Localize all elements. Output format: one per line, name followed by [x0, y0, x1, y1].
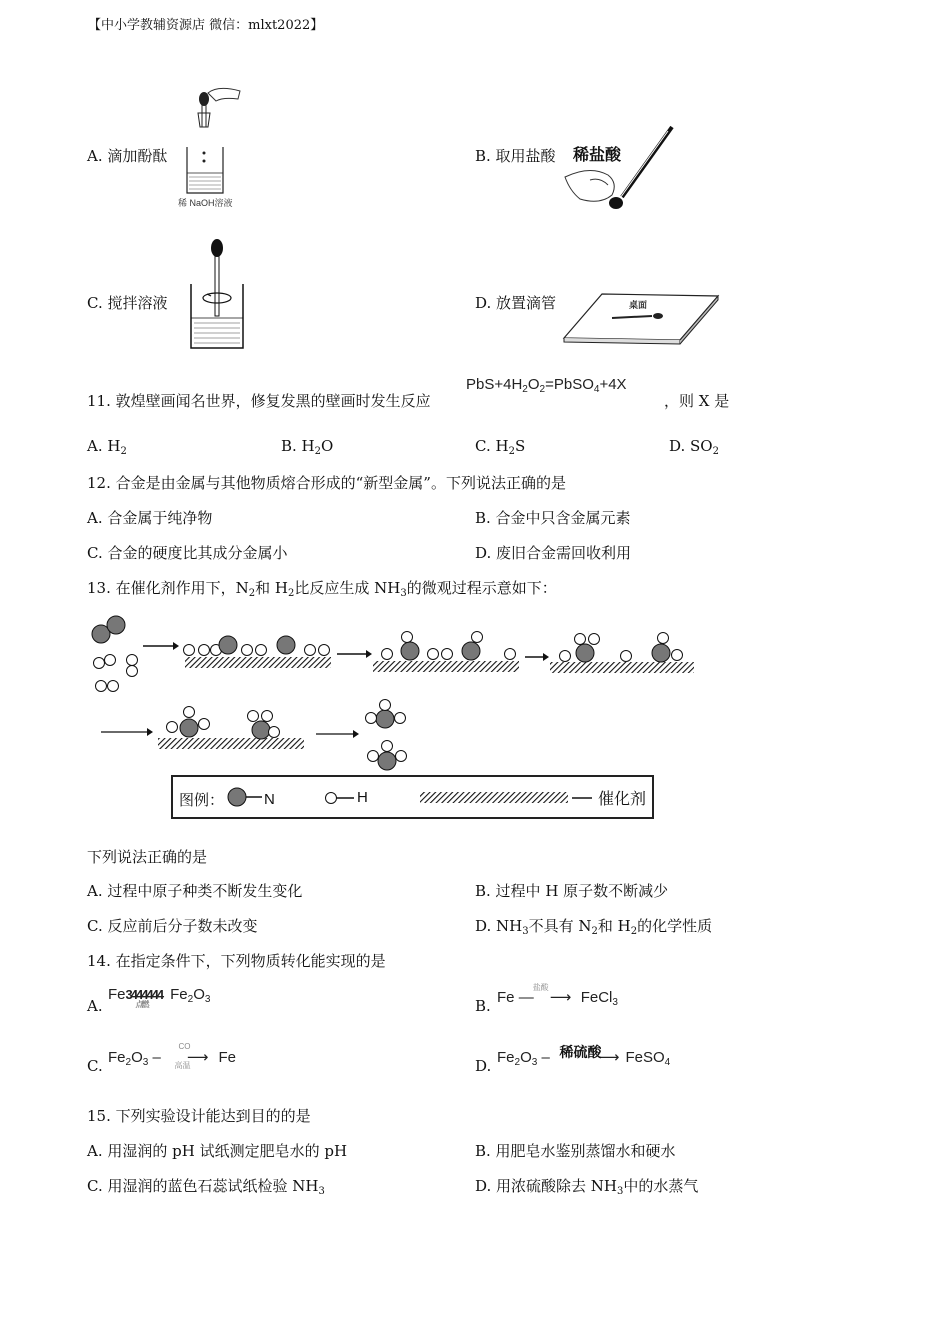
q11-option-c[interactable]: C. $H_2S$: [475, 437, 526, 457]
legend-h: H: [357, 789, 368, 806]
q12-option-c[interactable]: C. 合金的硬度比其成分金属小: [87, 544, 288, 562]
q13-option-b[interactable]: B. 过程中 H 原子数不断减少: [475, 882, 669, 900]
dropper-hand-illustration: [560, 125, 680, 215]
table-label: 桌面: [629, 300, 648, 310]
legend-label: 图例：: [179, 792, 225, 809]
q13-sub-stem: 下列说法正确的是: [87, 848, 208, 866]
q14-option-c-formula[interactable]: $Fe_2O_3$ CO 高温 – ⟶ Fe: [108, 1042, 236, 1070]
q15-option-b[interactable]: B. 用肥皂水鉴别蒸馏水和硬水: [475, 1142, 676, 1160]
q12-stem: 12. 合金是由金属与其他物质熔合形成的“新型金属”。下列说法正确的是: [87, 474, 566, 492]
q14-option-b-label[interactable]: B.: [475, 997, 491, 1015]
q14-stem: 14. 在指定条件下，下列物质转化能实现的是: [87, 952, 386, 970]
q15-option-a[interactable]: A. 用湿润的 pH 试纸测定肥皂水的 pH: [87, 1142, 348, 1160]
q13-option-d[interactable]: D. $NH_3$不具有 $N_2$和 $H_2$的化学性质: [475, 917, 713, 937]
q14-option-d-label[interactable]: D.: [475, 1057, 492, 1075]
q14-option-b-formula[interactable]: Fe 盐酸 — ⟶ FeCl$_3$: [497, 983, 618, 1008]
page-header: 【中小学教辅资源店 微信：mlxt2022】: [88, 18, 324, 33]
q10-option-c[interactable]: C. 搅拌溶液: [87, 294, 168, 312]
q11-option-d[interactable]: D. $SO_2$: [669, 437, 719, 457]
q11-equation: $PbS+4H_2O_2=PbSO_4+4X$: [466, 376, 627, 395]
q14-option-a-label[interactable]: A.: [87, 997, 103, 1015]
q12-option-b[interactable]: B. 合金中只含金属元素: [475, 509, 631, 527]
q13-option-c[interactable]: C. 反应前后分子数未改变: [87, 917, 258, 935]
q10-option-d[interactable]: D. 放置滴管: [475, 294, 557, 312]
q12-option-d[interactable]: D. 废旧合金需回收利用: [475, 544, 632, 562]
dropper-beaker-illustration: [178, 85, 253, 210]
q11-option-a[interactable]: A. $H_2$: [87, 437, 127, 457]
q13-stem: 13. 在催化剂作用下，$N_2$和 $H_2$比反应生成 $NH_3$的微观过程示意如下：: [87, 579, 557, 599]
q14-option-c-label[interactable]: C.: [87, 1057, 103, 1075]
stirring-beaker-illustration: [185, 238, 250, 353]
q11-stem: 11. 敦煌壁画闻名世界，修复发黑的壁画时发生反应: [87, 392, 431, 410]
q12-option-a[interactable]: A. 合金属于纯净物: [87, 509, 213, 527]
q14-option-a-formula[interactable]: Fe3444444 点燃 $Fe_2O_3$: [108, 986, 211, 1009]
legend-n: N: [264, 791, 275, 808]
naoh-label: 稀 NaOH溶液: [178, 198, 233, 208]
legend-catalyst: 催化剂: [598, 791, 647, 808]
q10-option-b[interactable]: B. 取用盐酸: [475, 147, 556, 165]
q13-option-a[interactable]: A. 过程中原子种类不断发生变化: [87, 882, 303, 900]
legend-hydrogen-icon: [324, 790, 358, 806]
q11-stem-tail: ，则 X 是: [664, 392, 730, 410]
q11-option-b[interactable]: B. $H_2O$: [281, 437, 334, 457]
q15-option-c[interactable]: C. 用湿润的蓝色石蕊试纸检验 $NH_3$: [87, 1177, 325, 1197]
dilute-hcl-label: 稀盐酸: [573, 147, 622, 164]
legend-catalyst-icon: [420, 790, 595, 806]
q15-stem: 15. 下列实验设计能达到目的的是: [87, 1107, 311, 1125]
q10-option-a[interactable]: A. 滴加酚酞: [87, 147, 168, 165]
q14-option-d-formula[interactable]: $Fe_2O_3$ 稀硫酸 – ⟶ FeSO$_4$: [497, 1044, 671, 1068]
reaction-process-diagram: [85, 608, 705, 778]
q15-option-d[interactable]: D. 用浓硫酸除去 $NH_3$中的水蒸气: [475, 1177, 699, 1197]
